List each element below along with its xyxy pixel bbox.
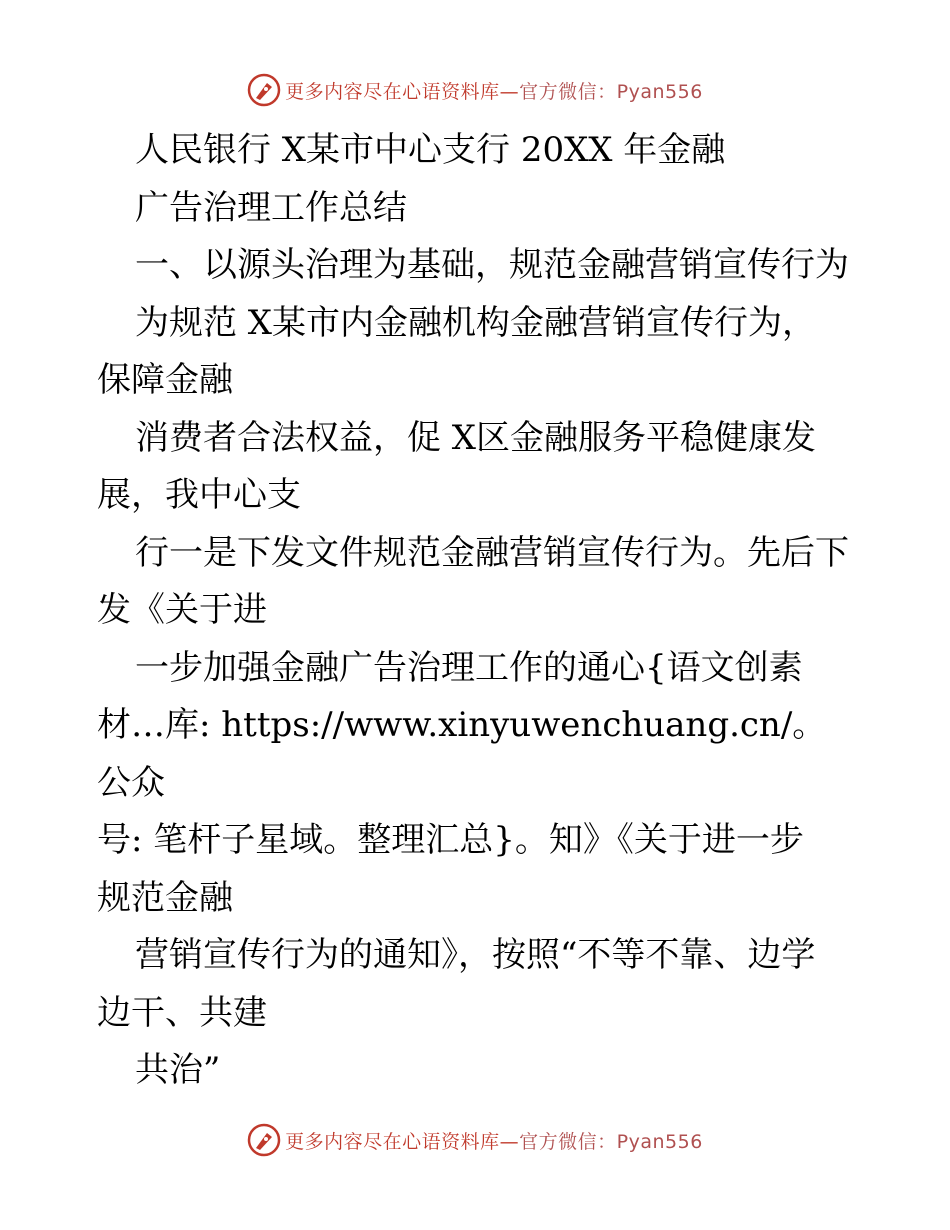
paragraph-line: 行一是下发文件规范金融营销宣传行为。先后下 — [135, 532, 849, 573]
watermark-text: 更多内容尽在心语资料库—官方微信：Pyan556 — [285, 80, 703, 103]
pen-nib-logo-icon — [247, 1123, 281, 1157]
pen-nib-logo-icon — [247, 73, 281, 107]
document-title-line-1: 人民银行 X某市中心支行 20XX 年金融 — [135, 130, 726, 170]
paragraph-line: 材…库: https://www.xinyuwenchuang.cn/。公众 — [97, 705, 827, 803]
paragraph-line: 共治” — [135, 1050, 221, 1090]
watermark-banner-bottom — [0, 1120, 950, 1160]
paragraph-line: 一步加强金融广告治理工作的通心{语文创素 — [135, 647, 803, 688]
paragraph-line: 发《关于进 — [97, 590, 267, 630]
paragraph-line: 为规范 X某市内金融机构金融营销宣传行为， — [135, 302, 817, 343]
paragraph-line: 号: 笔杆子星域。整理汇总}。知》《关于进一步 — [97, 820, 804, 860]
document-title-line-2: 广告治理工作总结 — [135, 187, 407, 228]
paragraph-line: 营销宣传行为的通知》，按照“不等不靠、边学 — [135, 935, 816, 975]
paragraph-line: 消费者合法权益，促 X区金融服务平稳健康发 — [135, 417, 817, 458]
paragraph-line: 边干、共建 — [97, 992, 267, 1033]
watermark-banner-top — [0, 70, 950, 110]
document-body — [97, 122, 857, 1100]
paragraph-line: 保障金融 — [97, 360, 233, 400]
watermark-text: 更多内容尽在心语资料库—官方微信：Pyan556 — [285, 1130, 703, 1153]
paragraph-line: 展，我中心支 — [97, 475, 301, 515]
paragraph-line: 规范金融 — [97, 877, 233, 918]
section-heading: 一、以源头治理为基础，规范金融营销宣传行为 — [135, 245, 849, 285]
